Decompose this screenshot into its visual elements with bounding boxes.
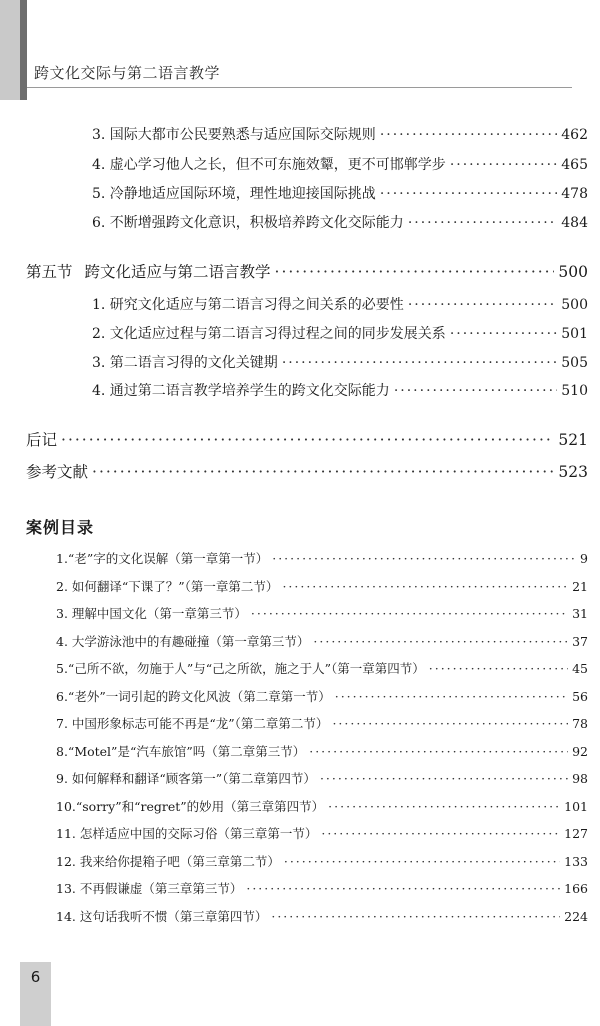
case-entry[interactable]: [56, 577, 588, 595]
toc-entry-page: 462: [561, 127, 588, 143]
toc-entry-text: 3. 国际大都市公民要熟悉与适应国际交际规则: [92, 127, 376, 143]
toc-entry[interactable]: [92, 323, 588, 343]
dot-leader: [332, 716, 568, 731]
case-entry-text: 14. 这句话我听不惯（第三章第四节）: [56, 909, 268, 924]
case-entry[interactable]: [56, 659, 588, 677]
dot-leader: [282, 355, 557, 371]
case-entry-text: 8.“Motel”是“汽车旅馆”吗（第二章第三节）: [56, 744, 306, 759]
dot-leader: [380, 127, 557, 143]
dot-leader: [92, 463, 554, 481]
toc-entry-page: 500: [561, 297, 588, 313]
case-entry-page: 166: [564, 881, 588, 896]
toc-entry-text: 1. 研究文化适应与第二语言习得之间关系的必要性: [92, 297, 404, 313]
case-entry-page: 127: [564, 826, 588, 841]
backmatter-title: 后记: [26, 431, 58, 449]
toc-entry-page: 505: [561, 355, 588, 371]
case-entry-page: 9: [580, 551, 588, 566]
dot-leader: [450, 326, 557, 342]
backmatter-page: 521: [558, 431, 588, 449]
case-entry-text: 11. 怎样适应中国的交际习俗（第三章第一节）: [56, 826, 318, 841]
toc-entry-page: 501: [561, 326, 588, 342]
dot-leader: [380, 186, 557, 202]
case-entry-text: 4. 大学游泳池中的有趣碰撞（第一章第三节）: [56, 634, 310, 649]
header-accent-bar: [20, 0, 27, 100]
toc-entry[interactable]: [92, 154, 588, 174]
case-entry-text: 7. 中国形象标志可能不再是“龙”（第二章第二节）: [56, 716, 329, 731]
case-entry-text: 3. 理解中国文化（第一章第三节）: [56, 606, 247, 621]
toc-entry-page: 465: [561, 157, 588, 173]
toc-entry[interactable]: [92, 212, 588, 232]
case-entry[interactable]: [56, 632, 588, 650]
case-entry[interactable]: [56, 604, 588, 622]
dot-leader: [275, 263, 555, 281]
toc-backmatter-entry[interactable]: [26, 428, 588, 450]
case-entry-page: 78: [572, 716, 588, 731]
case-entry-text: 5.“己所不欲，勿施于人”与“己之所欲，施之于人”（第一章第四节）: [56, 661, 425, 676]
case-entry-text: 10.“sorry”和“regret”的妙用（第三章第四节）: [56, 799, 325, 814]
dot-leader: [271, 909, 560, 924]
dot-leader: [408, 297, 557, 313]
case-entry[interactable]: [56, 852, 588, 870]
backmatter-title: 参考文献: [26, 463, 89, 481]
side-color-bar: [0, 0, 20, 100]
case-entry-page: 133: [564, 854, 588, 869]
case-entry[interactable]: [56, 742, 588, 760]
case-entry-page: 98: [572, 771, 588, 786]
case-entry-page: 45: [572, 661, 588, 676]
dot-leader: [328, 799, 560, 814]
section-label: 第五节: [26, 263, 73, 281]
dot-leader: [282, 579, 568, 594]
toc-entry-text: 2. 文化适应过程与第二语言习得过程之间的同步发展关系: [92, 326, 446, 342]
cases-heading: 案例目录: [26, 518, 95, 537]
toc-entry-page: 510: [561, 383, 588, 399]
dot-leader: [429, 661, 568, 676]
toc-entry-page: 484: [561, 215, 588, 231]
case-entry-page: 21: [572, 579, 588, 594]
dot-leader: [246, 881, 560, 896]
dot-leader: [321, 826, 560, 841]
dot-leader: [335, 689, 568, 704]
case-entry-page: 31: [572, 606, 588, 621]
case-entry[interactable]: [56, 714, 588, 732]
case-entry[interactable]: [56, 907, 588, 925]
section-title: 跨文化适应与第二语言教学: [84, 263, 271, 281]
header-divider: [27, 87, 572, 88]
toc-entry[interactable]: [92, 380, 588, 400]
dot-leader: [284, 854, 560, 869]
case-entry-page: 92: [572, 744, 588, 759]
dot-leader: [272, 551, 576, 566]
dot-leader: [61, 431, 554, 449]
case-entry[interactable]: [56, 797, 588, 815]
section-page: 500: [558, 263, 588, 281]
dot-leader: [394, 383, 557, 399]
dot-leader: [313, 634, 568, 649]
dot-leader: [251, 606, 568, 621]
toc-backmatter-entry[interactable]: [26, 460, 588, 482]
backmatter-page: 523: [558, 463, 588, 481]
case-entry[interactable]: [56, 549, 588, 567]
toc-entry-page: 478: [561, 186, 588, 202]
toc-entry-text: 5. 冷静地适应国际环境，理性地迎接国际挑战: [92, 186, 376, 202]
case-entry-text: 2. 如何翻译“下课了？”（第一章第二节）: [56, 579, 279, 594]
dot-leader: [408, 215, 557, 231]
toc-entry-text: 3. 第二语言习得的文化关键期: [92, 355, 278, 371]
case-entry[interactable]: [56, 824, 588, 842]
case-entry-text: 6.“老外”一词引起的跨文化风波（第二章第一节）: [56, 689, 331, 704]
case-entry-text: 1.“老”字的文化误解（第一章第一节）: [56, 551, 269, 566]
toc-entry[interactable]: [92, 124, 588, 144]
dot-leader: [309, 744, 568, 759]
toc-entry[interactable]: [92, 183, 588, 203]
running-header-title: 跨文化交际与第二语言教学: [34, 64, 221, 82]
case-entry-page: 56: [572, 689, 588, 704]
case-entry[interactable]: [56, 769, 588, 787]
case-entry[interactable]: [56, 879, 588, 897]
case-entry-text: 13. 不再假谦虚（第三章第三节）: [56, 881, 243, 896]
dot-leader: [450, 157, 557, 173]
case-entry-text: 12. 我来给你提箱子吧（第三章第二节）: [56, 854, 280, 869]
toc-entry[interactable]: [92, 352, 588, 372]
page-number: 6: [30, 968, 41, 986]
dot-leader: [320, 771, 568, 786]
toc-entry-text: 4. 虚心学习他人之长，但不可东施效颦，更不可邯郸学步: [92, 157, 446, 173]
case-entry-page: 37: [572, 634, 588, 649]
toc-section-entry[interactable]: [26, 260, 588, 282]
case-entry-text: 9. 如何解释和翻译“顾客第一”（第二章第四节）: [56, 771, 316, 786]
case-entry-page: 101: [564, 799, 588, 814]
case-entry-page: 224: [564, 909, 588, 924]
toc-entry-text: 4. 通过第二语言教学培养学生的跨文化交际能力: [92, 383, 390, 399]
toc-entry[interactable]: [92, 294, 588, 314]
toc-entry-text: 6. 不断增强跨文化意识，积极培养跨文化交际能力: [92, 215, 404, 231]
case-entry[interactable]: [56, 687, 588, 705]
